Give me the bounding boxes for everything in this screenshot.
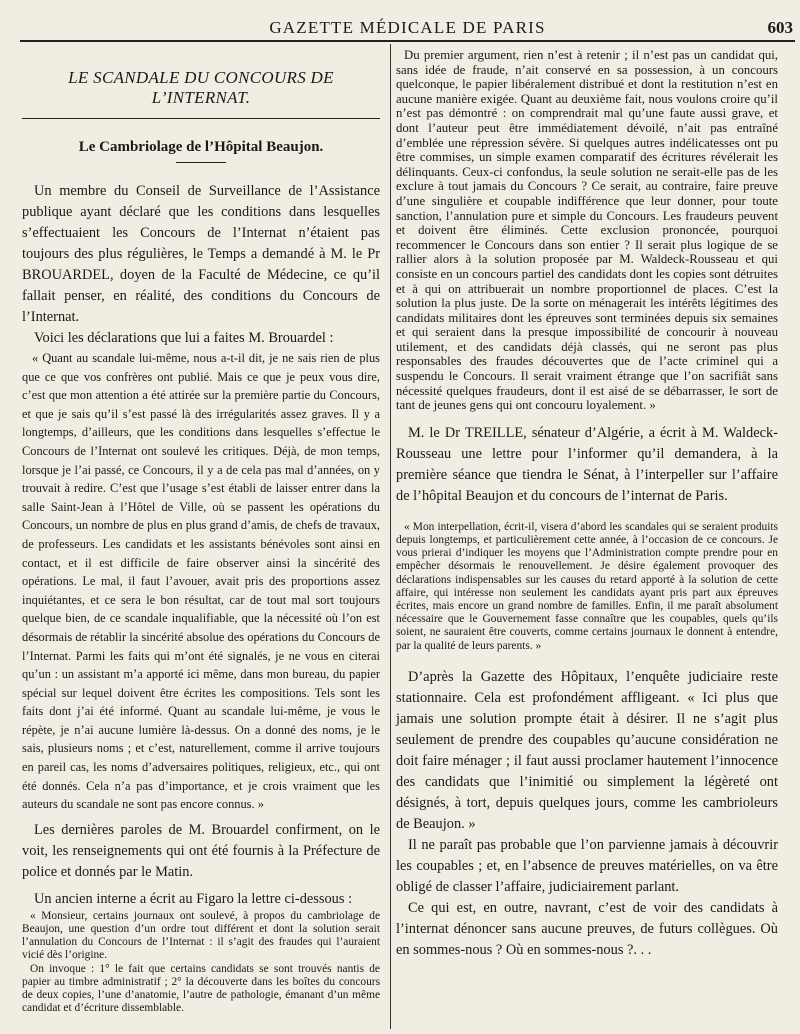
letter-paragraph-2: On invoque : 1° le fait que certains candidats se sont trouvés nantis de papier au timbre administratif ; 2° la découverte dans les boîtes du concours de deux copies, l’une d’anatomie, l’autre de pathologie, émanant d’un même candidat et d’écriture dissemblable. [22, 962, 380, 1015]
paragraph-2: Voici les déclarations que lui a faites M. Brouardel : [34, 330, 334, 346]
closing-paragraph: Ce qui est, en outre, navrant, c’est de voir des candidats à l’internat dénoncer sans aucune preuves, de futurs collègues. Où en sommes-nous ? Où en sommes-nous ?. . . [396, 899, 778, 958]
page-number: 603 [767, 18, 793, 37]
treille-quote: « Mon interpellation, écrit-il, visera d’abord les scandales qui se seraient produits depuis longtemps, et particulièrement cette année, à l’occasion de ce concours. Je vous prierai d’indiquer les moyens que l’Administration compte prendre pour en empêcher désormais le renouvellement. Je désire également provoquer des déclarations indispensables sur les causes du retard apporté à la solution de cette affaire, qui intéresse non seulement les candidats ayant pris part aux épreuves écrites, mais encore un grand nombre de familles. Enfin, il me paraît absolument nécessaire que le Gouvernement fasse connaître que les coupables, quels qu’ils soient, ne sauraient être couverts, comme certains journaux le donnent à entendre, par la qualité de leurs parents. » [396, 520, 778, 652]
gazette-paragraph: D’après la Gazette des Hôpitaux, l’enquête judiciaire reste stationnaire. Cela est profondément affligeant. « Ici plus que jamais une solution prompte était à désirer. Il ne s’agit plus seulement de prendre des coupables qu’aucune considération ne doit faire ménager ; il faut aussi proclamer hautement l’innocence des candidats que l’inimitié ou simplement la légèreté ont désignés, à tort, depuis quelques jours, comme les cambrioleurs de Beaujon. » [396, 668, 778, 832]
paragraph-1: Un membre du Conseil de Surveillance de l’Assistance publique ayant déclaré que les conditions dans lesquelles s’effectuaient les Concours de l’Internat n’étaient pas toujours des plus régulières, le Temps a demandé à M. le Pr BROUARDEL, doyen de la Faculté de Médecine, ce qu’il fallait penser, en réalité, des conditions du Concours de l’Internat. [22, 183, 380, 325]
left-column [22, 48, 380, 1015]
treille-paragraph: M. le Dr TREILLE, sénateur d’Algérie, a écrit à M. Waldeck-Rousseau une lettre pour l’informer qu’il demandera, à la première séance que tiendra le Sénat, à l’interpeller sur l’affaire de l’hôpital Beaujon et du concours de l’internat de Paris. [396, 424, 778, 504]
journal-title: GAZETTE MÉDICALE DE PARIS [269, 18, 546, 37]
letter-continuation: Du premier argument, rien n’est à retenir ; il n’est pas un candidat qui, sans idée de fraude, n’ait conservé en sa possession, à un concours quelconque, le papier libéralement distribué et dont la restitution n’est en aucune manière exigée. Quant au deuxième fait, nous voulons croire qu’il n’est pas démontré : on comprendrait mal qu’une faute aussi grave, et dont l’auteur peut être immédiatement dévoilé, n’ait pas entraîné d’emblée une répression sévère. Si quelques autres indélicatesses ont pu être commises, un simple examen comparatif des écritures révélerait les délinquants. Ceux-ci confondus, la seule solution ne serait-elle pas de les exclure à tout jamais du Concours ? Ce serait, au contraire, faire preuve d’une singulière et coupable indifférence que leur donner, pour toute sanction, l’annulation pure et simple du Concours. Les fraudeurs peuvent et doivent être éliminés. Cette exclusion prononcée, pourquoi recommencer le Concours dans son entier ? Il serait plus logique de se rallier alors à la solution proposée par M. Waldeck-Rousseau et qui consiste en un concours partiel des candidats dont les copies sont détruites et à qui on attribuerait un nombre proportionnel de places. C’est la solution la plus juste. De la sorte on ménagerait les intérêts légitimes des candidats militaires dont les épreuves sont terminées depuis six semaines et qui seraient dans la presque impossibilité de concourir à nouveau utilement, et des candidats déjà classés, qui ne seront pas plus responsables des fraudes découvertes que de l’acte criminel qui a suspendu le Concours. Il serait vraiment étrange que l’on sacrifiât sans nécessité quelques fraudeurs, dont il est aisé de se débarrasser, le sort de tant de jeunes gens qui ont concouru loyalement. » [396, 48, 778, 413]
letter-paragraph-1: « Monsieur, certains journaux ont soulevé, à propos du cambriolage de Beaujon, une question d’un ordre tout différent et dont la solution serait l’annulation du Concours de l’Internat : il s’agit des fraudes qui l’auraient vicié dès l’origine. [22, 909, 380, 962]
column-divider [390, 44, 391, 1029]
paragraph-3: Les dernières paroles de M. Brouardel confirment, on le voit, les renseignements qui ont été fournis à la Préfecture de police et donnés par le Matin. [22, 821, 380, 880]
section-title: LE SCANDALE DU CONCOURS DE L’INTERNAT. [22, 68, 380, 119]
article-subtitle: Le Cambriolage de l’Hôpital Beaujon. [78, 139, 324, 155]
subtitle-rule [176, 162, 226, 163]
paragraph-4: Un ancien interne a écrit au Figaro la lettre ci-dessous : [34, 890, 353, 907]
brouardel-quote: « Quant au scandale lui-même, nous a-t-il dit, je ne sais rien de plus que ce que vos confrères ont publié. Mais ce que je peux vous dire, c’est que mon attention a été attirée sur la première partie du Concours, et que je sais qu’il s’est passé là des irrégularités assez graves. Il y a longtemps, d’ailleurs, que les conditions dans lesquelles s’effectue le Concours de l’Internat ont soulevé les critiques. Déjà, de mon temps, lorsque je l’ai passé, ce Concours, il y a de cela pas mal d’années, on y trouvait à redire. C’est que l’usage s’est établi de laisser entrer dans la salle Saint-Jean à l’Hôtel de Ville, où se passent les opérations du Concours, un nombre de plus en plus grand d’amis, de chefs de travaux, de professeurs. Les candidats et les assistants bénévoles sont ainsi en contact, et il est difficile de faire observer ainsi la sincérité des opérations. Le mal, il faut l’avouer, avait pris des proportions assez inquiétantes, et ce sera le bon résultat, car de tout mal sort toujours quelque bien, de ce scandale inqualifiable, que la nécessité où l’on est désormais de rétablir la sincérité absolue des opérations du Concours de l’Internat. Parmi les faits qui m’ont été signalés, je ne vous en citerai qu’un : un assistant m’a apporté ici même, dans mon bureau, du papier spécial sur lequel doivent être écrites les compositions. Tels sont les faits dont j’ai été informé. Quant au scandale lui-même, je vous le répète, je n’ai aucune lumière là-dessus. On a donné des noms, je le sais, plusieurs noms ; et c’est, naturellement, comme il arrive toujours en pareil cas, les noms d’adversaires politiques, religieux, etc., qui ont été donnés. Cela n’a pas d’importance, et je crois vraiment que les auteurs du scandale ne sont pas encore connus. » [22, 351, 380, 812]
header-divider [20, 40, 795, 42]
paragraph-preuves: Il ne paraît pas probable que l’on parvienne jamais à découvrir les coupables ; et, en l’absence de preuves matérielles, on va être obligé de classer l’affaire, judiciairement parlant. [396, 836, 778, 895]
right-column [396, 48, 778, 961]
